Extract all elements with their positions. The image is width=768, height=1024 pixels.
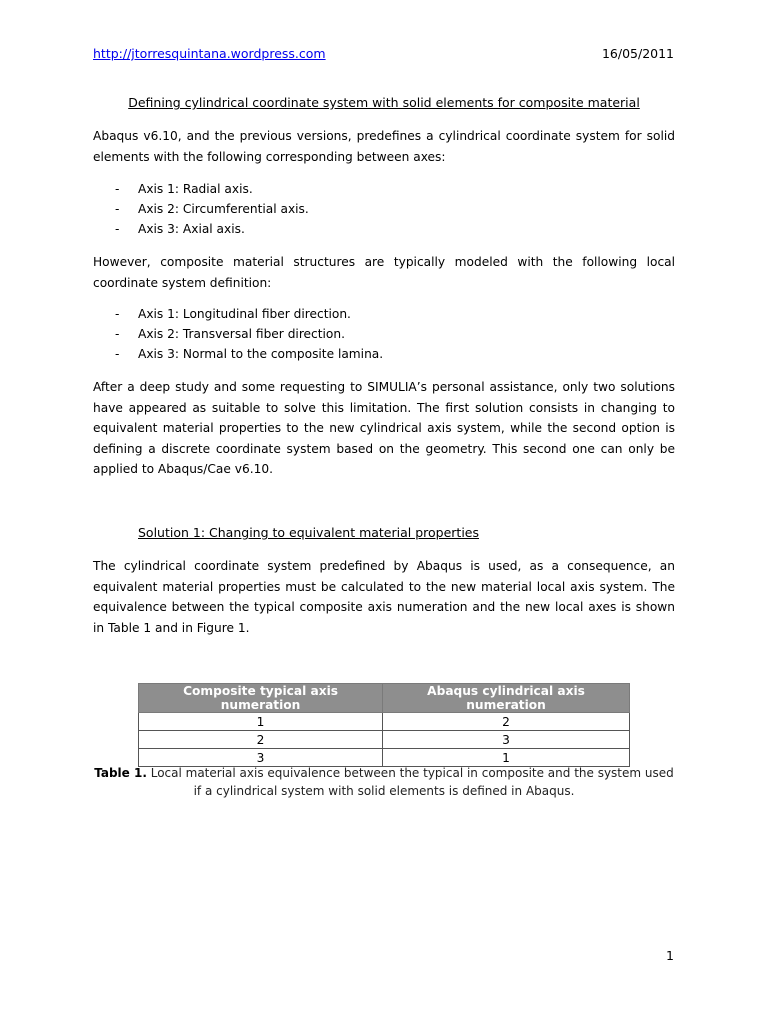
table-header-row	[139, 684, 630, 713]
table-caption	[93, 764, 675, 800]
table-cell: 1	[139, 713, 383, 731]
axis-equivalence-table	[138, 683, 630, 767]
table-cell: 3	[139, 749, 383, 767]
table-row	[139, 731, 630, 749]
study-paragraph: After a deep study and some requesting to SIMULIA’s personal assistance, only two solutions have appeared as suitable to solve this limitation. The first solution consists in changing to equivalent material properties to the new cylindrical axis system, while the second option is defining a discrete coordinate system based on the geometry. This second one can only be applied to Abaqus/Cae v6.10.	[93, 380, 675, 476]
list-item: - Axis 1: Longitudinal fiber direction.	[93, 304, 653, 324]
header-url-link[interactable]: http://jtorresquintana.wordpress.com	[93, 46, 326, 61]
table-header-cell: Abaqus cylindrical axis numeration	[383, 684, 630, 713]
list-item: - Axis 1: Radial axis.	[93, 179, 653, 199]
document-title: Defining cylindrical coordinate system with solid elements for composite material	[128, 95, 640, 110]
table-row	[139, 713, 630, 731]
table-cell: 2	[383, 713, 630, 731]
table-cell: 2	[139, 731, 383, 749]
table-header-cell: Composite typical axis numeration	[139, 684, 383, 713]
abaqus-axes-list	[93, 179, 653, 239]
intro-paragraph: Abaqus v6.10, and the previous versions, predefines a cylindrical coordinate system for solid elements with the following corresponding between axes:	[93, 129, 675, 164]
header-date: 16/05/2011	[601, 46, 674, 61]
list-item: - Axis 3: Axial axis.	[93, 219, 653, 239]
composite-intro-paragraph: However, composite material structures are typically modeled with the following local coordinate system definition:	[93, 255, 675, 290]
solution1-title: Solution 1: Changing to equivalent material properties	[138, 525, 479, 540]
list-item: - Axis 2: Circumferential axis.	[93, 199, 653, 219]
caption-text: Local material axis equivalence between the typical in composite and the system used if a cylindrical system with solid elements is defined in Abaqus.	[150, 766, 674, 798]
composite-axes-list	[93, 304, 653, 364]
list-item: - Axis 3: Normal to the composite lamina.	[93, 344, 653, 364]
table-cell: 3	[383, 731, 630, 749]
caption-label: Table 1.	[94, 766, 147, 780]
page-number: 1	[666, 948, 674, 963]
solution1-paragraph: The cylindrical coordinate system predefined by Abaqus is used, as a consequence, an equivalent material properties must be calculated to the new material local axis system. The equivalence between the typical composite axis numeration and the new local axes is shown in Table 1 and in Figure 1.	[93, 559, 675, 635]
table-cell: 1	[383, 749, 630, 767]
list-item: - Axis 2: Transversal fiber direction.	[93, 324, 653, 344]
